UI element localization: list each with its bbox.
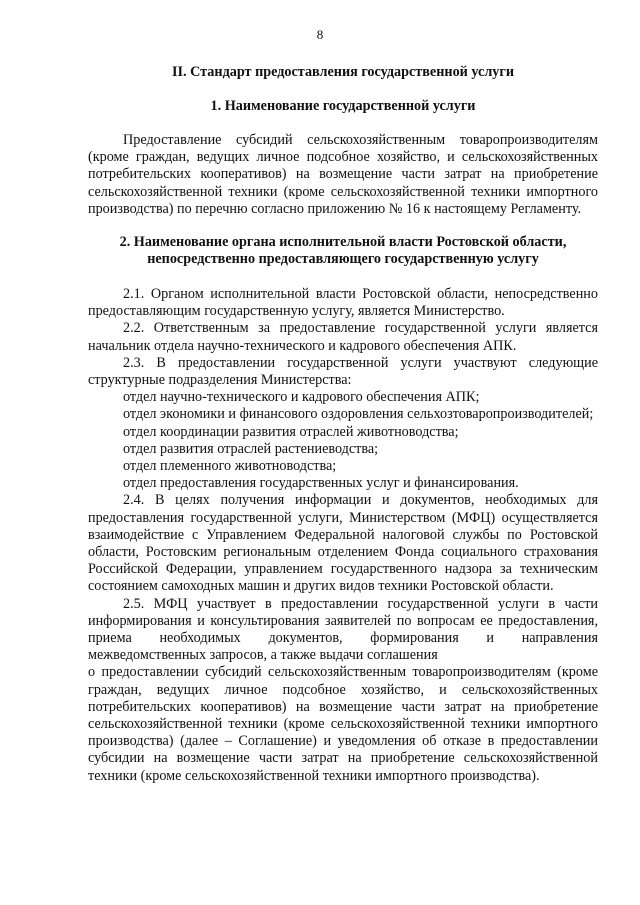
- section-title: II. Стандарт предоставления государственной услуги: [171, 64, 515, 80]
- heading-authority: [88, 234, 598, 268]
- page-number: 8: [316, 27, 324, 42]
- paragraph-service-description: Предоставление субсидий сельскохозяйственным товаропроизводителям (кроме граждан, ведущих личное подсобное хозяйство, и сельскохозяйственных потребительских кооперативов) на возмещение части затрат на приобретение сельскохозяйственной техники (кроме сельскохозяйственной техники импортного производства) по перечню согласно приложению № 16 к настоящему Регламенту.: [88, 132, 598, 217]
- list-item-dept-3: отдел координации развития отраслей животноводства;: [123, 423, 459, 440]
- paragraph-2-5-part2: о предоставлении субсидий сельскохозяйственным товаропроизводителям (кроме граждан, ведущих личное подсобное хозяйство, и сельскохозяйственных потребительских кооперативов) на возмещение части затрат на приобретение сельскохозяйственной техники (кроме сельскохозяйственной техники импортного производства) (далее – Соглашение) и уведомления об отказе в предоставлении субсидии на возмещение части затрат на приобретение сельскохозяйственной техники (кроме сельскохозяйственной техники импортного производства).: [88, 664, 598, 784]
- paragraph-2-2: 2.2. Ответственным за предоставление государственной услуги является начальник отдела научно-технического и кадрового обеспечения АПК.: [88, 320, 598, 354]
- section-title-block: [88, 64, 598, 81]
- paragraph-2-4: 2.4. В целях получения информации и документов, необходимых для предоставления государственной услуги, Министерством (МФЦ) осуществляется взаимодействие с Управлением Федеральной налоговой службы по Ростовской области, Ростовским региональным отделением Фонда социального страхования Российской Федерации, управлением государственного надзора за техническим состоянием самоходных машин и других видов техники Ростовской области.: [88, 492, 598, 595]
- list-item-dept-1: отдел научно-технического и кадрового обеспечения АПК;: [123, 389, 480, 406]
- paragraph-1-block: [88, 132, 598, 218]
- list-item-dept-4: отдел развития отраслей растениеводства;: [123, 440, 379, 457]
- list-item-dept-2: отдел экономики и финансового оздоровления сельхозтоваропроизводителей;: [123, 406, 594, 423]
- body-block: [88, 286, 598, 785]
- heading-authority-line2: непосредственно предоставляющего государственную услугу: [147, 251, 539, 268]
- heading-service-name: 1. Наименование государственной услуги: [210, 98, 476, 114]
- heading-authority-line1: 2. Наименование органа исполнительной власти Ростовской области,: [119, 234, 567, 250]
- paragraph-2-3: 2.3. В предоставлении государственной услуги участвуют следующие структурные подразделения Министерства:: [88, 354, 598, 389]
- list-item-dept-6: отдел предоставления государственных услуг и финансирования.: [123, 475, 519, 492]
- paragraph-2-1: 2.1. Органом исполнительной власти Ростовской области, непосредственно предоставляющим государственную услугу, является Министерство.: [88, 286, 598, 320]
- heading-1-block: [88, 98, 598, 115]
- paragraph-2-5-part1: 2.5. МФЦ участвует в предоставлении государственной услуги в части информирования и консультирования заявителей по вопросам ее предоставления, приема необходимых документов, формирования и направления межведомственных запросов, а также выдачи соглашения: [88, 595, 598, 664]
- list-item-dept-5: отдел племенного животноводства;: [123, 458, 337, 475]
- heading-2-block: [88, 234, 598, 268]
